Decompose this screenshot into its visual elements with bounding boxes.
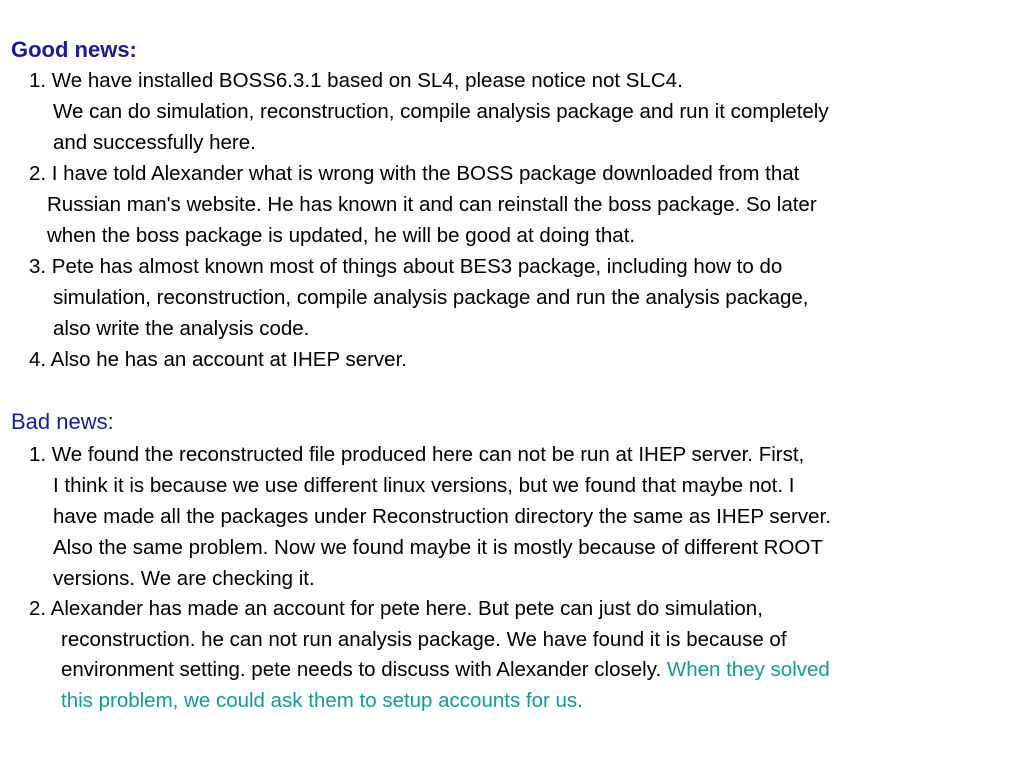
good-news-item-3-cont: simulation, reconstruction, compile analysis package and run the analysis package,	[53, 286, 809, 309]
bad-news-item-1-cont: I think it is because we use different linux versions, but we found that maybe not. I	[53, 474, 795, 497]
bad-news-item-2-cont	[61, 658, 830, 682]
bad-news-item-2: 2. Alexander has made an account for pete here. But pete can just do simulation,	[29, 597, 763, 620]
bad-news-item-2-cont: reconstruction. he can not run analysis package. We have found it is because of	[61, 628, 787, 651]
good-news-item-4: 4. Also he has an account at IHEP server.	[29, 348, 407, 371]
good-news-item-3: 3. Pete has almost known most of things about BES3 package, including how to do	[29, 255, 783, 278]
bad-news-item-1: 1. We found the reconstructed file produced here can not be run at IHEP server. First,	[29, 443, 805, 466]
good-news-item-2-cont: Russian man's website. He has known it and can reinstall the boss package. So later	[47, 193, 817, 216]
bad-news-item-1-cont: have made all the packages under Reconstruction directory the same as IHEP server.	[53, 505, 831, 528]
highlighted-text: When they solved	[666, 658, 830, 681]
bad-news-item-2-text: environment setting. pete needs to discuss with Alexander closely.	[61, 658, 662, 681]
good-news-item-2: 2. I have told Alexander what is wrong with the BOSS package downloaded from that	[29, 162, 800, 185]
bad-news-item-1-cont: Also the same problem. Now we found maybe it is mostly because of different ROOT	[53, 536, 823, 559]
good-news-heading: Good news:	[11, 37, 137, 62]
bad-news-heading: Bad news:	[11, 409, 114, 434]
good-news-item-2-cont: when the boss package is updated, he will be good at doing that.	[47, 224, 636, 247]
good-news-item-1-cont: We can do simulation, reconstruction, compile analysis package and run it completely	[53, 100, 829, 123]
good-news-item-3-cont: also write the analysis code.	[53, 317, 310, 340]
bad-news-item-1-cont: versions. We are checking it.	[53, 567, 315, 590]
good-news-item-1: 1. We have installed BOSS6.3.1 based on SL4, please notice not SLC4.	[29, 69, 683, 92]
highlighted-text: this problem, we could ask them to setup accounts for us.	[61, 689, 583, 712]
good-news-item-1-cont: and successfully here.	[53, 131, 256, 154]
